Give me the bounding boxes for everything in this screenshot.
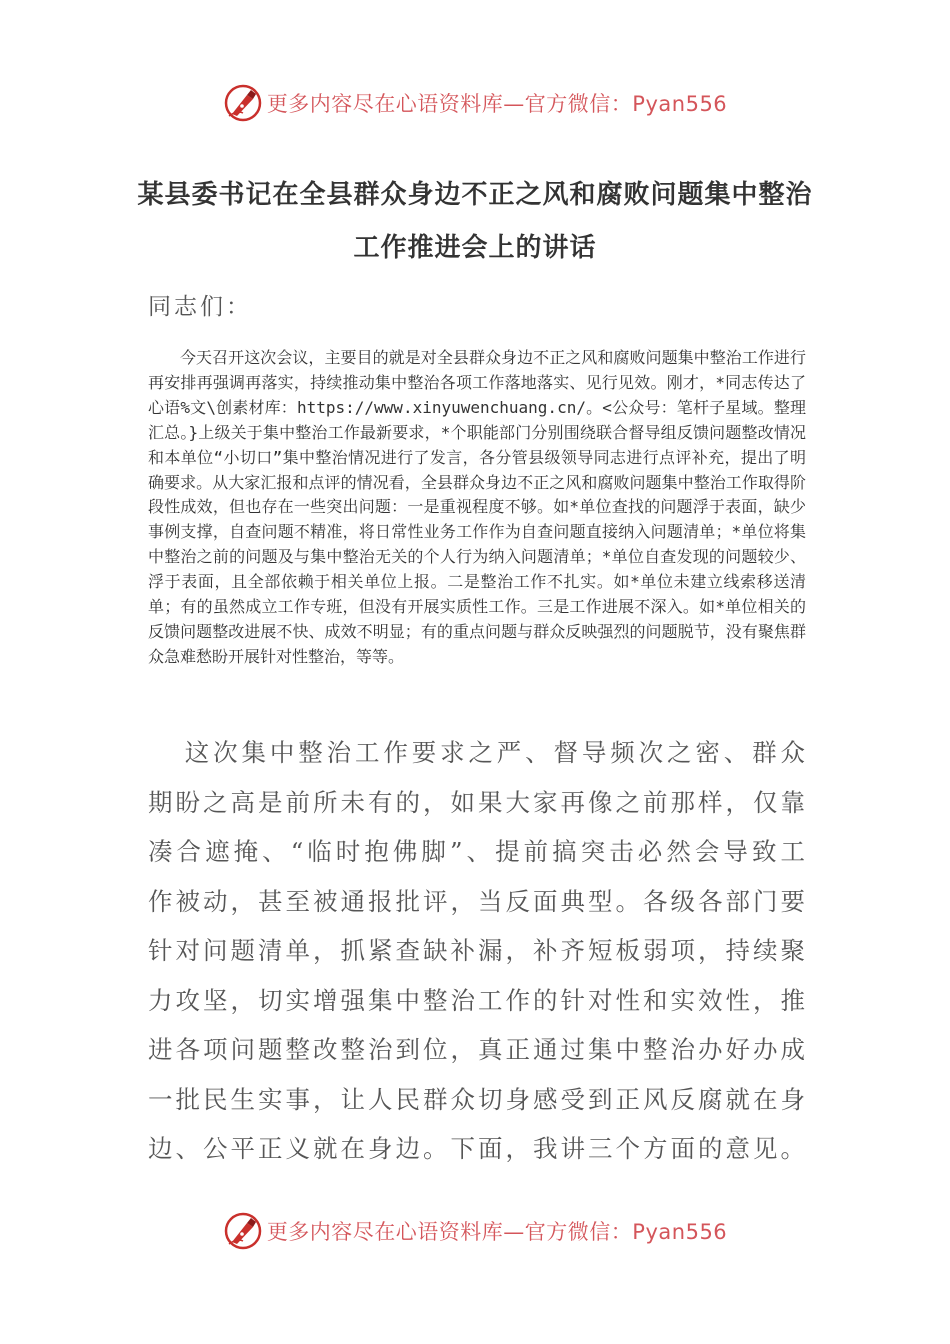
footer-banner-text: 更多内容尽在心语资料库—官方微信：Pyan556	[266, 1220, 728, 1244]
footer-banner	[0, 1206, 950, 1256]
document-title-line2: 工作推进会上的讲话	[353, 233, 597, 263]
pen-nib-logo-icon	[223, 1211, 263, 1251]
pen-nib-logo-icon	[223, 83, 263, 123]
header-banner	[0, 78, 950, 128]
header-banner-text: 更多内容尽在心语资料库—官方微信：Pyan556	[266, 92, 728, 116]
greeting: 同志们：	[148, 294, 252, 320]
paragraph-opening: 今天召开这次会议，主要目的就是对全县群众身边不正之风和腐败问题集中整治工作进行再安排再强调再落实，持续推动集中整治各项工作落地落实、见行见效。刚才，*同志传达了心语%文\创素材库：https://www.xinyuwenchuang.cn/。<公众号：笔杆子星域。整理汇总。}上级关于集中整治工作最新要求，*个职能部门分别围绕联合督导组反馈问题整改情况和本单位“小切口”集中整治情况进行了发言，各分管县级领导同志进行点评补充，提出了明确要求。从大家汇报和点评的情况看，全县群众身边不正之风和腐败问题集中整治工作取得阶段性成效，但也存在一些突出问题：一是重视程度不够。如*单位查找的问题浮于表面，缺少事例支撑，自查问题不精准，将日常性业务工作作为自查问题直接纳入问题清单；*单位将集中整治之前的问题及与集中整治无关的个人行为纳入问题清单；*单位自查发现的问题较少、浮于表面，且全部依赖于相关单位上报。二是整治工作不扎实。如*单位未建立线索移送清单；有的虽然成立工作专班，但没有开展实质性工作。三是工作进展不深入。如*单位相关的反馈问题整改进展不快、成效不明显；有的重点问题与群众反映强烈的问题脱节，没有聚焦群众急难愁盼开展针对性整治，等等。	[148, 348, 806, 666]
paragraph-body: 这次集中整治工作要求之严、督导频次之密、群众期盼之高是前所未有的，如果大家再像之前那样，仅靠凑合遮掩、“临时抱佛脚”、提前搞突击必然会导致工作被动，甚至被通报批评，当反面典型。各级各部门要针对问题清单，抓紧查缺补漏，补齐短板弱项，持续聚力攻坚，切实增强集中整治工作的针对性和实效性，推进各项问题整改整治到位，真正通过集中整治办好办成一批民生实事，让人民群众切身感受到正风反腐就在身边、公平正义就在身边。下面，我讲三个方面的意见。	[148, 738, 808, 1163]
document-title-line1: 某县委书记在全县群众身边不正之风和腐败问题集中整治	[137, 180, 813, 210]
